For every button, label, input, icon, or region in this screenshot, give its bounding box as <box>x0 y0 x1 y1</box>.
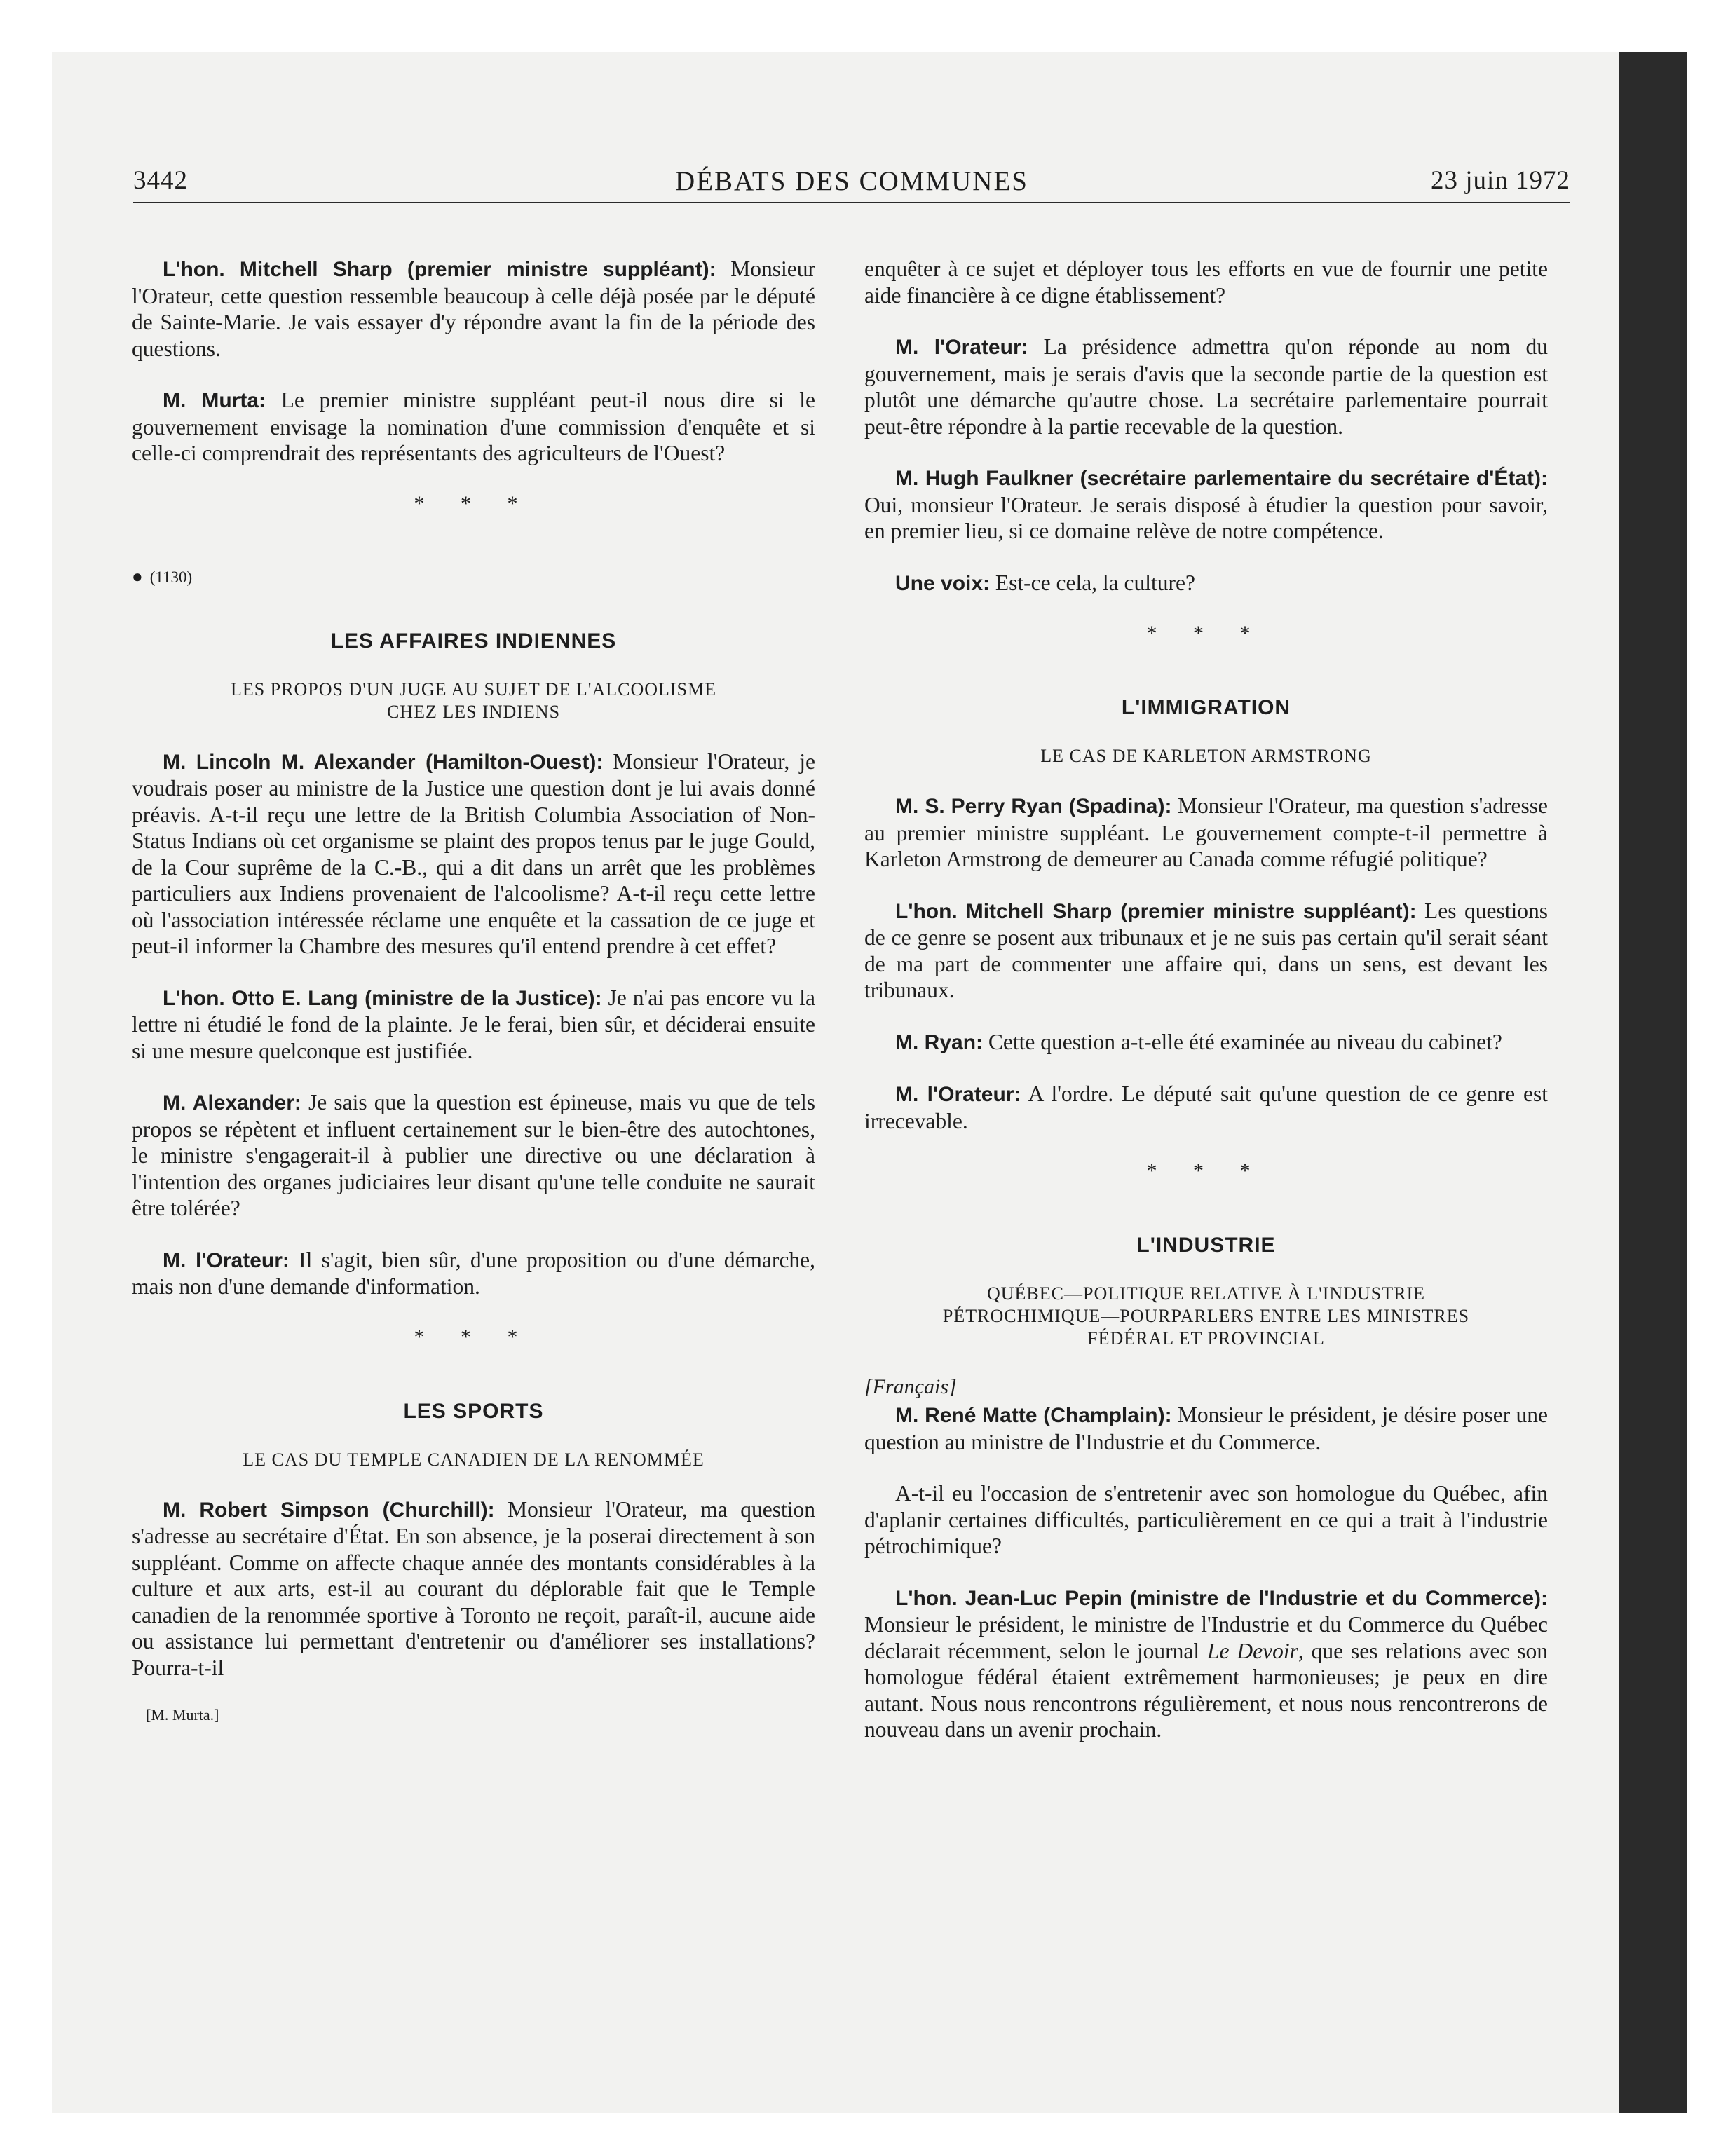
paragraph-text: Monsieur le président, le ministre de l'Industrie et du Commerce du Québec déclarait récemment, selon le journal <box>864 1612 1548 1663</box>
paragraph <box>864 793 1548 873</box>
paragraph <box>864 898 1548 1004</box>
subheading-line: QUÉBEC—POLITIQUE RELATIVE À L'INDUSTRIE <box>986 1283 1425 1304</box>
speaker-name: M. l'Orateur: <box>895 1083 1021 1106</box>
paragraph-text: , que ses relations avec son homologue fédéral étaient extrêmement harmonieuses; je peux en dire autant. Nous nous rencontrons régulièrement, et nous nous rencontrerons de nouveau dans un avenir prochain. <box>864 1638 1548 1742</box>
paragraph <box>864 334 1548 439</box>
subheading-line: PÉTROCHIMIQUE—POURPARLERS ENTRE LES MINISTRES <box>942 1306 1470 1326</box>
speaker-name: M. René Matte (Champlain): <box>895 1404 1172 1427</box>
paragraph-text: Il s'agit, bien sûr, d'une proposition ou d'une démarche, mais non d'une demande d'information. <box>132 1247 815 1299</box>
page-header <box>133 165 1570 203</box>
paragraph <box>132 256 815 362</box>
paragraph-text: Monsieur l'Orateur, ma question s'adresse au premier ministre suppléant. Le gouvernement compte-t-il permettre à Karleton Armstrong de demeurer au Canada comme réfugié politique? <box>864 793 1548 871</box>
section-heading: L'INDUSTRIE <box>1136 1234 1276 1257</box>
section-heading: LES SPORTS <box>403 1399 544 1423</box>
speaker-name: M. l'Orateur: <box>895 336 1028 359</box>
paragraph-text: Monsieur le président, je désire poser une question au ministre de l'Industrie et du Commerce. <box>864 1403 1549 1454</box>
paragraph <box>132 1089 815 1222</box>
paragraph-text: Les questions de ce genre se posent aux tribunaux et je ne suis pas certain qu'il serait séant de ma part de commenter une affaire qui, dans un sens, est devant les tribunaux. <box>864 898 1548 1002</box>
speaker-name: M. S. Perry Ryan (Spadina): <box>895 795 1172 818</box>
section-subheading: LE CAS DU TEMPLE CANADIEN DE LA RENOMMÉE <box>243 1449 705 1470</box>
journal-title: DÉBATS DES COMMUNES <box>675 166 1028 196</box>
paragraph-text: Est-ce cela, la culture? <box>990 570 1195 595</box>
section-heading: L'IMMIGRATION <box>1121 696 1291 719</box>
speaker-name: Une voix: <box>895 571 991 595</box>
section-heading: LES AFFAIRES INDIENNES <box>330 629 617 653</box>
paragraph-text: A l'ordre. Le député sait qu'une question de ce genre est irrecevable. <box>864 1082 1548 1133</box>
paragraph <box>864 465 1548 545</box>
language-note: [Français] <box>864 1375 957 1398</box>
section-subheading <box>132 678 815 723</box>
paragraph-text: Je n'ai pas encore vu la lettre ni étudié le fond de la plainte. Je le ferai, bien sûr, et déciderai ensuite si une mesure quelconque est justifiée. <box>132 985 815 1063</box>
speaker-name: L'hon. Jean-Luc Pepin (ministre de l'Industrie et du Commerce): <box>895 1586 1548 1610</box>
paragraph <box>864 570 1548 597</box>
paragraph <box>864 1585 1548 1743</box>
speaker-name: L'hon. Mitchell Sharp (premier ministre suppléant): <box>163 258 716 281</box>
book-spine-shadow <box>1619 52 1687 2113</box>
time-marker-text: (1130) <box>149 568 193 586</box>
section-subheading <box>864 1283 1548 1350</box>
paragraph-text: Monsieur l'Orateur, ma question s'adresse au secrétaire d'État. En son absence, je la poserai directement à son suppléant. Comme on affecte chaque année des montants considérables à la culture et aux arts, est-il au courant du déplorable fait que le Temple canadien de la renommée sportive à Toronto ne reçoit, paraît-il, aucune aide ou assistance lui permettant d'entretenir ou d'améliorer ses installations? Pourra-t-il <box>132 1496 815 1680</box>
page-footer-note: [M. Murta.] <box>146 1706 219 1724</box>
paragraph <box>864 1480 1548 1560</box>
speaker-name: M. Lincoln M. Alexander (Hamilton-Ouest): <box>163 750 604 774</box>
paragraph <box>864 1081 1548 1134</box>
paragraph-text: enquêter à ce sujet et déployer tous les efforts en vue de fournir une petite aide financière à ce digne établissement? <box>864 257 1548 308</box>
paragraph-text: A-t-il eu l'occasion de s'entretenir avec son homologue du Québec, afin d'aplanir certaines difficultés, particulièrement en ce qui a trait à l'industrie pétrochimique? <box>864 1481 1548 1558</box>
paragraph <box>864 256 1548 308</box>
newspaper-title: Le Devoir <box>1207 1638 1298 1663</box>
speaker-name: M. Robert Simpson (Churchill): <box>163 1498 495 1522</box>
paragraph-text: Monsieur l'Orateur, cette question ressemble beaucoup à celle déjà posée par le député de Sainte-Marie. Je vais essayer d'y répondre avant la fin de la période des questions. <box>132 257 815 361</box>
subheading-line: CHEZ LES INDIENS <box>386 701 561 722</box>
speaker-name: L'hon. Otto E. Lang (ministre de la Justice): <box>163 986 602 1010</box>
paragraph <box>132 387 815 467</box>
paragraph-text: Monsieur l'Orateur, je voudrais poser au ministre de la Justice une question dont je lui avais donné préavis. A-t-il reçu une lettre de la British Columbia Association of Non-Status Indians où cet organisme se plaint des propos tenus par le juge Gould, de la Cour suprême de la C.-B., qui a dit dans un arrêt que les problèmes particuliers aux Indiens provenaient de l'alcoolisme? A-t-il reçu cette lettre où l'association intéressée réclame une enquête et la cassation de ce juge et peut-il informer la Chambre des mesures qu'il entend prendre à cet effet? <box>132 749 815 958</box>
speaker-name: M. Murta: <box>163 389 266 412</box>
speaker-name: M. l'Orateur: <box>163 1248 290 1272</box>
subheading-line: LES PROPOS D'UN JUGE AU SUJET DE L'ALCOOLISME <box>230 678 717 700</box>
paragraph-text: Le premier ministre suppléant peut-il nous dire si le gouvernement envisage la nomination d'une commission d'enquête et si celle-ci comprendrait des représentants des agriculteurs de l'Ouest? <box>132 388 815 465</box>
speaker-name: M. Alexander: <box>163 1091 301 1114</box>
section-subheading: LE CAS DE KARLETON ARMSTRONG <box>1040 746 1372 766</box>
section-separator: * * * <box>414 491 533 515</box>
speaker-name: M. Ryan: <box>895 1030 984 1054</box>
speaker-name: M. Hugh Faulkner (secrétaire parlementaire du secrétaire d'État): <box>895 467 1548 490</box>
paragraph <box>132 749 815 960</box>
paragraph <box>864 1402 1548 1455</box>
paragraph-text: Je sais que la question est épineuse, mais vu que de tels propos se répètent et influent certainement sur le bien-être des autochtones, le ministre s'engagerait-il à publier une directive ou une déclaration à l'intention des organes judiciaires leur disant qu'une telle conduite ne saurait être tolérée? <box>132 1090 815 1220</box>
time-marker <box>132 566 815 587</box>
paragraph <box>132 985 815 1065</box>
bullet-icon: ● <box>132 566 143 587</box>
paragraph-text: Oui, monsieur l'Orateur. Je serais disposé à étudier la question pour savoir, en premier lieu, si ce domaine relève de notre compétence. <box>864 492 1548 543</box>
left-column <box>132 256 815 1724</box>
page-number: 3442 <box>133 166 188 195</box>
section-separator: * * * <box>1146 622 1266 645</box>
page-date: 23 juin 1972 <box>1430 166 1570 195</box>
right-column <box>864 256 1548 1743</box>
paragraph-text: Cette question a-t-elle été examinée au niveau du cabinet? <box>983 1029 1502 1054</box>
paragraph <box>132 1496 815 1681</box>
speaker-name: L'hon. Mitchell Sharp (premier ministre suppléant): <box>895 899 1417 923</box>
subheading-line: FÉDÉRAL ET PROVINCIAL <box>1087 1328 1325 1349</box>
section-separator: * * * <box>1146 1159 1266 1182</box>
paragraph <box>132 1247 815 1300</box>
section-separator: * * * <box>414 1325 533 1349</box>
paragraph-text: La présidence admettra qu'on réponde au nom du gouvernement, mais je serais d'avis que la seconde partie de la question est plutôt une démarche qu'autre chose. La secrétaire parlementaire pourrait peut-être répondre à la partie recevable de la question. <box>864 334 1548 439</box>
paragraph <box>864 1029 1548 1056</box>
